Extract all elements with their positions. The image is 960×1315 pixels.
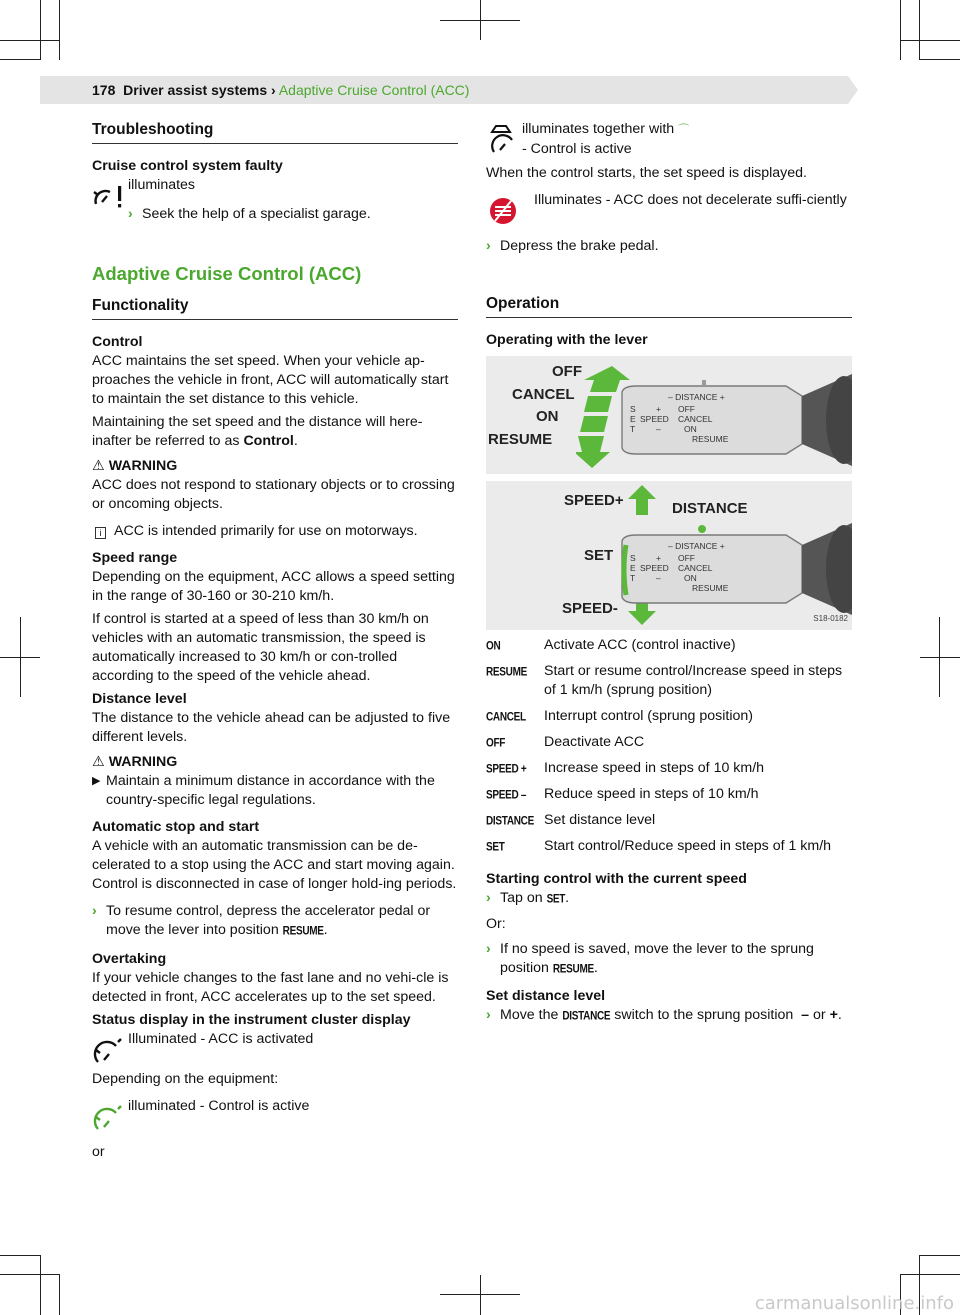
action-chevron-icon: ›: [486, 238, 491, 254]
status-icon-2-text: illuminated - Control is active: [128, 1098, 310, 1114]
action-chevron-icon: ›: [486, 1007, 491, 1023]
status-icon-text: Illuminated - ACC is activated: [128, 1031, 314, 1047]
set-distance-title: Set distance level: [486, 988, 606, 1004]
fault-action: › Seek the help of a specialist garage.: [128, 206, 371, 222]
acc-active-indicator: [486, 120, 852, 158]
note-text: i ACC is intended primarily for use on motorways.: [92, 522, 458, 541]
key-description: Start control/Reduce speed in steps of 1 km/h: [544, 838, 832, 854]
key-table-row: [486, 733, 852, 752]
key-label: SPEED +: [486, 763, 527, 776]
warning-triangle-icon: ⚠: [92, 458, 105, 474]
key-label: SET: [486, 841, 505, 854]
control-title: Control: [92, 334, 143, 350]
action-chevron-icon: ›: [92, 903, 97, 919]
warning-1-text: ACC does not respond to stationary objects or to crossing or oncoming objects.: [92, 477, 455, 512]
acc-active-text: illuminates together with ⌒: [522, 121, 690, 137]
key-description: Reduce speed in steps of 10 km/h: [544, 786, 759, 802]
acc-heading: Adaptive Cruise Control (ACC): [92, 263, 362, 284]
speed-range-title: Speed range: [92, 550, 178, 566]
acc-active-text-2: - Control is active: [522, 141, 632, 157]
right-column-bottom: [486, 636, 852, 1026]
key-description: Interrupt control (sprung position): [544, 708, 753, 724]
speed-plus-arrow-icon: [626, 483, 658, 517]
warning-2-label: ⚠ WARNING: [92, 754, 178, 770]
brake-indicator: [486, 191, 852, 231]
set-distance-action: › Move the DISTANCE switch to the sprung position – or +.: [486, 1007, 842, 1023]
cruise-control-green-icon: [92, 1103, 128, 1135]
figure-label-on: ON: [536, 408, 559, 425]
overtaking-text: If your vehicle changes to the fast lane and no vehi-cle is detected in front, ACC accelerates up to the set speed.: [92, 970, 449, 1005]
header-arrow: [848, 76, 858, 104]
figure-label-cancel: CANCEL: [512, 386, 575, 403]
key-description: Set distance level: [544, 812, 656, 828]
key-table-row: [486, 811, 852, 830]
control-text-2: Maintaining the set speed and the distance will here-inafter be referred to as Control.: [92, 414, 423, 449]
key-label: SPEED –: [486, 789, 527, 802]
right-column-top: [486, 120, 852, 350]
key-table-row: [486, 707, 852, 726]
page-header: [92, 81, 469, 99]
figure-reference: S18-0182: [813, 614, 848, 623]
speed-range-text: Depending on the equipment, ACC allows a speed setting in the range of 30-160 or 30-210 km/h.: [92, 569, 455, 604]
auto-stop-action: › To resume control, depress the accelerator pedal or move the lever into position RESUME.: [92, 903, 431, 938]
header-separator: ›: [271, 82, 276, 98]
action-chevron-icon: ›: [128, 206, 133, 222]
figure-label-distance: DISTANCE: [672, 500, 748, 517]
warning-1-label: ⚠ WARNING: [92, 458, 178, 474]
action-chevron-icon: ›: [486, 890, 491, 906]
key-table-row: [486, 636, 852, 655]
page-number: 178: [92, 82, 116, 98]
troubleshooting-heading: Troubleshooting: [92, 120, 458, 144]
header-section: Driver assist systems: [123, 82, 268, 98]
operation-heading: Operation: [486, 294, 852, 318]
speed-range-text-2: If control is started at a speed of less than 30 km/h on vehicles with an automatic transmission, the speed is automatically increased to 30 km/h or con-trolled according to the speed of the vehicle ahead.: [92, 611, 429, 684]
start-current-action: › Tap on SET.: [486, 890, 570, 906]
action-chevron-icon: ›: [486, 941, 491, 957]
auto-stop-title: Automatic stop and start: [92, 819, 260, 835]
left-column: [92, 120, 458, 1162]
warning-triangle-icon: ⚠: [92, 754, 105, 770]
lever-figure-2: SPEED+ DISTANCE SET SPEED- – DISTANCE + S E T + SPEED – OFF CANCEL ON RESUME S18-0182: [486, 481, 852, 630]
key-table-row: [486, 759, 852, 778]
key-label: DISTANCE: [486, 815, 534, 828]
fault-indicator: [92, 176, 458, 224]
key-description: Activate ACC (control inactive): [544, 637, 736, 653]
fault-title: Cruise control system faulty: [92, 158, 283, 174]
key-label: RESUME: [486, 666, 527, 679]
distance-level-text: The distance to the vehicle ahead can be adjusted to five different levels.: [92, 710, 451, 745]
auto-stop-text: A vehicle with an automatic transmission can be de-celerated to a stop using the ACC and start moving again. Control is disconnected in case of longer hold-ing periods.: [92, 838, 457, 892]
figure-label-set: SET: [584, 547, 614, 564]
functionality-heading: Functionality: [92, 296, 458, 320]
brake-icon-text: Illuminates - ACC does not decelerate suffi-ciently: [534, 192, 847, 208]
key-table-row: [486, 837, 852, 856]
figure-label-resume: RESUME: [488, 431, 553, 448]
header-subsection: Adaptive Cruise Control (ACC): [278, 82, 470, 98]
set-speed-text: When the control starts, the set speed is displayed.: [486, 165, 807, 181]
key-description: Start or resume control/Increase speed in steps of 1 km/h (sprung position): [544, 663, 843, 698]
start-current-action-2: › If no speed is saved, move the lever to the sprung position RESUME.: [486, 941, 814, 976]
key-label: CANCEL: [486, 711, 526, 724]
key-description: Deactivate ACC: [544, 734, 645, 750]
start-current-title: Starting control with the current speed: [486, 871, 747, 887]
start-current-or: Or:: [486, 916, 506, 932]
key-description: Increase speed in steps of 10 km/h: [544, 760, 765, 776]
lever-title: Operating with the lever: [486, 332, 648, 348]
warning-2-text: ▶ Maintain a minimum distance in accordance with the country-specific legal regulations.: [92, 773, 435, 808]
or-text: or: [92, 1144, 105, 1160]
depending-text: Depending on the equipment:: [92, 1071, 279, 1087]
distance-level-title: Distance level: [92, 691, 187, 707]
cruise-fault-icon: [92, 180, 128, 212]
acc-vehicle-icon: [486, 122, 522, 154]
status-indicator-2: [92, 1097, 458, 1135]
figure-label-off: OFF: [552, 363, 582, 380]
figure-label-speed-plus: SPEED+: [564, 492, 624, 509]
lever-figure-1: OFF CANCEL ON RESUME – DISTANCE + S E T + SPEED – OFF CANCEL ON RESUME: [486, 356, 852, 474]
brake-action: › Depress the brake pedal.: [486, 238, 659, 254]
key-table: [486, 636, 852, 856]
figure-label-speed-minus: SPEED-: [562, 600, 618, 617]
cruise-control-icon: [92, 1036, 128, 1068]
watermark: carmanualsonline.info: [754, 1293, 954, 1314]
key-label: OFF: [486, 737, 506, 750]
overtaking-title: Overtaking: [92, 951, 167, 967]
brake-warning-icon: [486, 195, 522, 227]
status-title: Status display in the instrument cluster display: [92, 1012, 411, 1028]
status-indicator: [92, 1030, 458, 1066]
fault-icon-text: illuminates: [128, 177, 196, 193]
info-icon: i: [95, 527, 106, 539]
key-table-row: [486, 785, 852, 804]
cruise-control-green-small-icon: ⌒: [678, 124, 690, 136]
key-label: ON: [486, 640, 501, 653]
bullet-triangle-icon: ▶: [92, 775, 101, 787]
control-text: ACC maintains the set speed. When your vehicle ap-proaches the vehicle in front, ACC will automatically start to maintain the set distance to this vehicle.: [92, 353, 449, 407]
key-table-row: [486, 662, 852, 700]
